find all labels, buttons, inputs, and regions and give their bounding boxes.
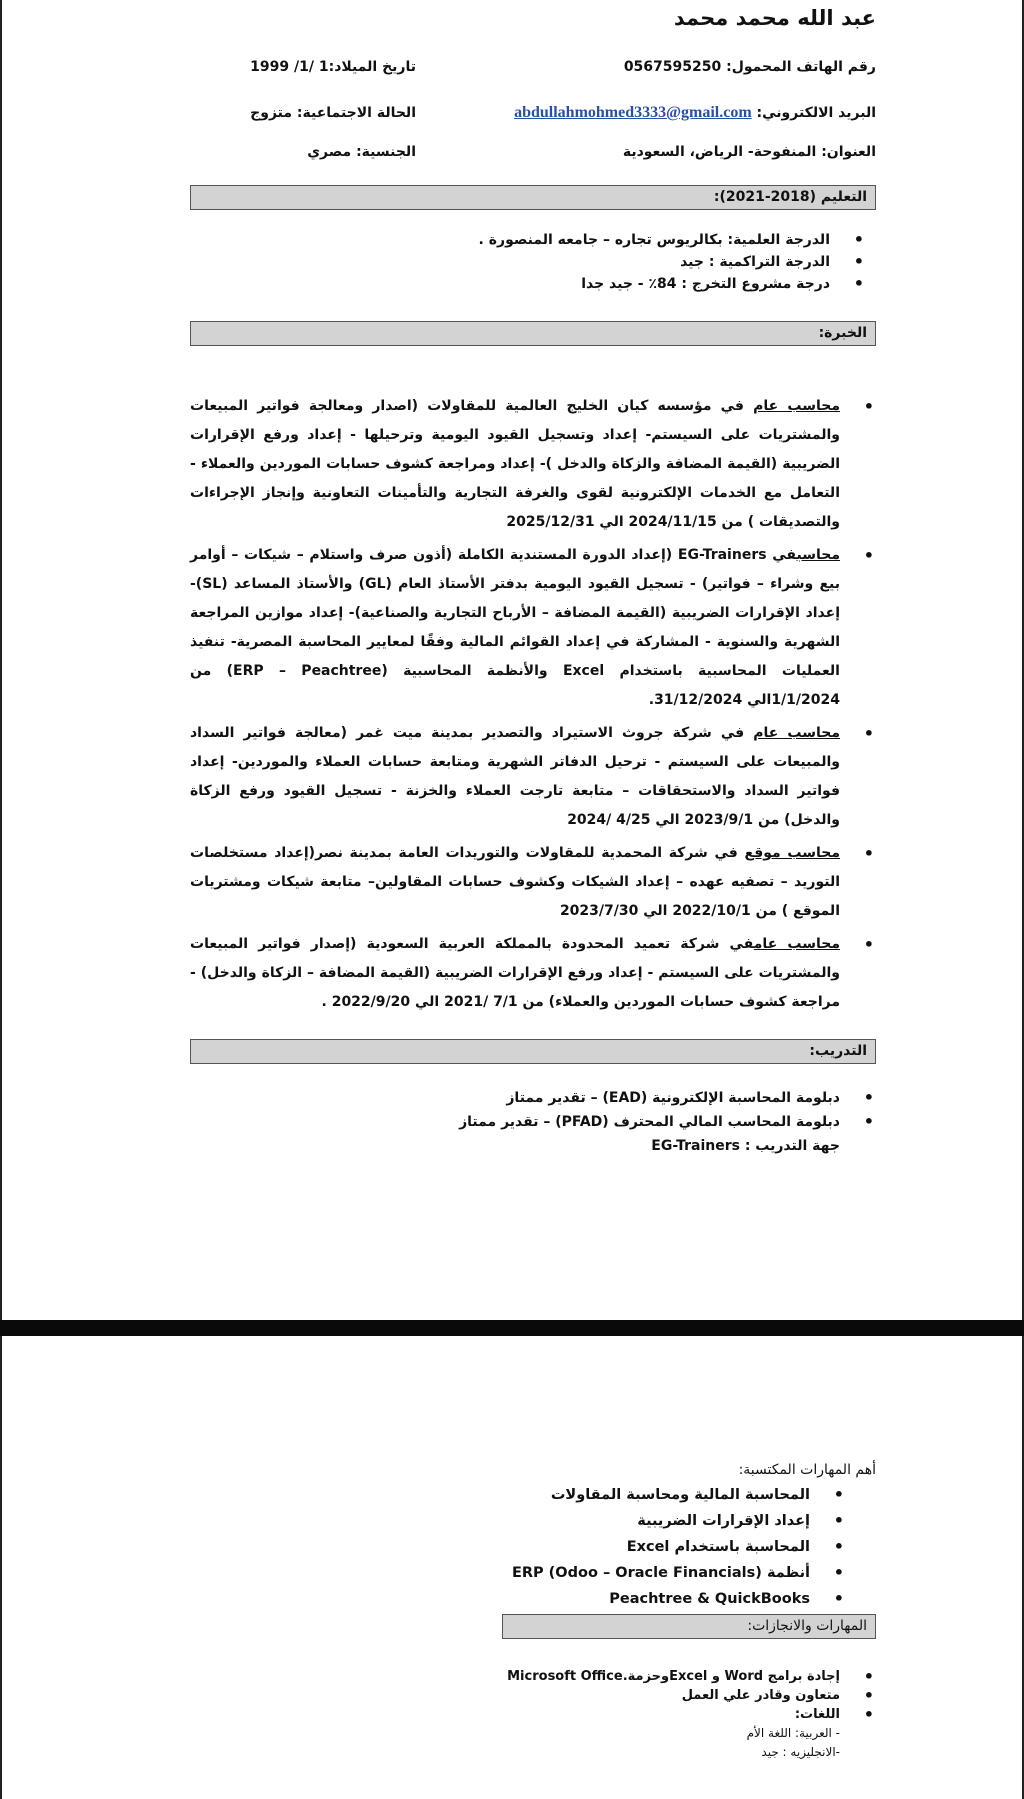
- address: العنوان: المنفوحة- الرياض، السعودية: [622, 144, 876, 160]
- birth-date: تاريخ الميلاد:1 /1/ 1999: [250, 59, 416, 75]
- list-item: • المحاسبة المالية ومحاسبة المقاولات: [190, 1482, 846, 1508]
- list-item: • دبلومة المحاسبة الإلكترونية (EAD) – تقدير ممتاز: [190, 1086, 876, 1110]
- experience-item: [190, 541, 876, 715]
- phone: رقم الهاتف المحمول: 0567595250: [623, 59, 876, 75]
- list-item: • Peachtree & QuickBooks: [190, 1586, 846, 1612]
- email-row: [416, 103, 876, 123]
- list-item: • دبلومة المحاسب المالي المحترف (PFAD) – تقدير ممتاز: [190, 1110, 876, 1134]
- contact-row: [190, 57, 876, 103]
- list-item: • الدرجة العلمية: بكالريوس تجاره – جامعه المنصورة .: [190, 229, 866, 251]
- job-description: في شركة تعميد المحدودة بالمملكة العربية السعودية (إصدار فواتير المبيعات والمشتريات على السيستم - إعداد ورفع الإقرارات الضريبية (القيمة المضافة – الزكاة والدخل) - مراجعة كشوف حسابات الموردين والعملاء) من 7/1 /2021 الي 2022/9/20 .: [190, 936, 840, 1010]
- page-separator: [0, 1320, 1024, 1336]
- list-item: • الدرجة التراكمية : جيد: [190, 251, 866, 273]
- contact-row: [190, 103, 876, 142]
- job-title: محاسب عام: [753, 725, 840, 741]
- job-title: محاسب عام: [753, 398, 840, 414]
- training-list: [190, 1086, 876, 1158]
- email-link[interactable]: abdullahmohmed3333@gmail.com: [514, 104, 752, 121]
- list-item: • متعاون وقادر علي العمل: [190, 1686, 876, 1705]
- nationality: الجنسية: مصري: [307, 144, 416, 160]
- skills-list: [190, 1482, 876, 1612]
- job-description: في شركة المحمدية للمقاولات والتوريدات العامة بمدينة نصر(إعداد مستخلصات التوريد – تصفيه عهده – إعداد الشيكات وكشوف حسابات المقاولين– متابعة شيكات ومشتريات الموقع ) من 2022/10/1 الي 2023/7/30: [190, 845, 840, 919]
- job-description: في EG-Trainers (إعداد الدورة المستندية الكاملة (أذون صرف واستلام – شيكات – أوامر بيع وشراء – فواتير) - تسجيل القيود اليومية بدفتر الأستاذ العام (GL) والأستاذ المساعد (SL)- إعداد الإقرارات الضريبية (القيمة المضافة – الأرباح التجارية والصناعية)- إعداد موازين المراجعة الشهرية والسنوية - المشاركة في إعداد القوائم المالية وفقًا لمعايير المحاسبة المصرية- تنفيذ العمليات المحاسبية باستخدام Excel والأنظمة المحاسبية (ERP – Peachtree) من 1/1/2024الي 31/12/2024.: [190, 547, 840, 708]
- list-item: • إعداد الإقرارات الضريبية: [190, 1508, 846, 1534]
- education-heading: التعليم (2018-2021):: [190, 185, 876, 210]
- job-description: في شركة جروث الاستيراد والتصدير بمدينة ميت غمر (معالجة فواتير السداد والمبيعات على السيستم - ترحيل الدفاتر الشهرية ومتابعة حسابات العملاء والموردين- إعداد فواتير السداد والاستحقاقات – متابعة تارجت العملاء والخزنة - تسجيل القيود ورفع الزكاة والدخل) من 2023/9/1 الي 4/25 /2024: [190, 725, 840, 828]
- job-description: في مؤسسه كيان الخليج العالمية للمقاولات (اصدار ومعالجة فواتير المبيعات والمشتريات على السيستم- إعداد وتسجيل القيود اليومية وترحيلها - إعداد ورفع الإقرارات الضريبية (القيمة المضافة والزكاة والدخل )- إعداد ومراجعة كشوف حسابات الموردين والعملاء - التعامل مع الخدمات الإلكترونية لقوى والغرفة التجارية والتأمينات التعاونية وإنجاز الإجراءات والتصديقات ) من 2024/11/15 الي 2025/12/31: [190, 398, 840, 530]
- skills-heading: أهم المهارات المكتسبة:: [738, 1462, 876, 1478]
- list-item: • المحاسبة باستخدام Excel: [190, 1534, 846, 1560]
- list-item: • درجة مشروع التخرج : 84٪ - جيد جدا: [190, 273, 866, 295]
- achievements-list: [190, 1667, 876, 1724]
- training-provider: [190, 1134, 876, 1158]
- cv-page-2: [0, 1336, 1024, 1799]
- job-title: محاسب: [796, 547, 840, 563]
- experience-list: [190, 392, 876, 1017]
- job-title: محاسب موقع: [744, 845, 840, 861]
- applicant-name: عبد الله محمد محمد: [673, 6, 876, 30]
- training-provider-text: جهة التدريب : EG-Trainers: [651, 1138, 840, 1154]
- job-title: محاسب عام: [753, 936, 840, 952]
- marital-status: الحالة الاجتماعية: متزوج: [250, 105, 416, 121]
- list-item: • إجادة برامج Word و Excelوحزمة.Microsoft Office: [190, 1667, 876, 1686]
- experience-item: [190, 930, 876, 1017]
- contact-row: [190, 142, 876, 185]
- achievements-heading: المهارات والانجازات:: [502, 1614, 876, 1639]
- list-item: • أنظمة ERP (Odoo – Oracle Financials): [190, 1560, 846, 1586]
- list-item: • اللغات:: [190, 1705, 876, 1724]
- experience-item: [190, 392, 876, 537]
- experience-heading: الخبرة:: [190, 321, 876, 346]
- experience-item: [190, 719, 876, 835]
- language-arabic: - العربية: اللغة الأم: [746, 1726, 840, 1740]
- experience-item: [190, 839, 876, 926]
- email-label: البريد الالكتروني:: [756, 105, 876, 121]
- language-english: -الانجليزيه : جيد: [761, 1745, 840, 1759]
- education-list: [190, 229, 876, 295]
- training-heading: التدريب:: [190, 1039, 876, 1064]
